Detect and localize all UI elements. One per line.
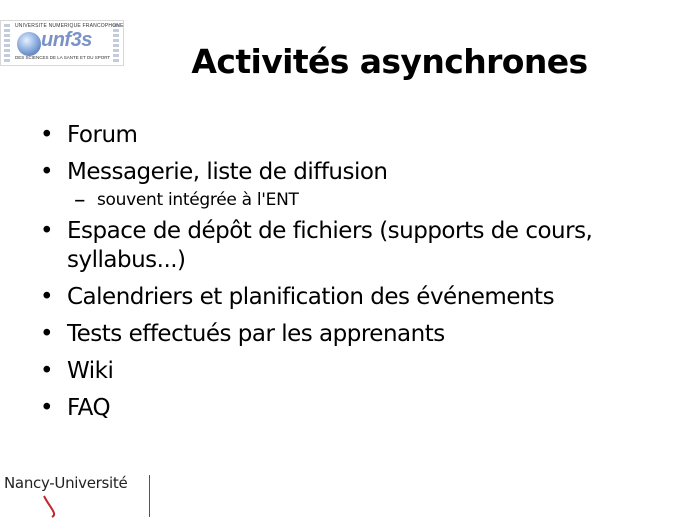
bullet-item [40,320,680,349]
nancy-universite-logo [4,472,154,517]
page-title: Activités asynchrones [191,42,588,81]
bullet-text: Forum [67,122,138,148]
logo-bottom-name: Nancy-Université [4,474,128,492]
logo-red-bar [149,475,150,517]
swoosh-icon [40,492,100,518]
bullet-marker: • [40,395,54,421]
bullet-list [40,121,680,431]
bullet-item [40,217,680,275]
bullet-text: FAQ [67,395,111,421]
bullet-marker: • [40,218,54,244]
sub-bullet-text: souvent intégrée à l'ENT [97,190,299,210]
sub-bullet-marker: – [74,187,86,213]
bullet-marker: • [40,159,54,185]
bullet-item [40,357,680,386]
bullet-marker: • [40,321,54,347]
bullet-marker: • [40,284,54,310]
bullet-text: Messagerie, liste de diffusion [67,159,388,185]
bullet-text: Espace de dépôt de fichiers (supports de cours, syllabus...) [67,218,593,273]
bullet-text: Tests effectués par les apprenants [67,321,445,347]
logo-top-line1: UNIVERSITE NUMERIQUE FRANCOPHONE [15,23,124,29]
logo-top-line2: DES SCIENCES DE LA SANTE ET DU SPORT [15,55,111,60]
logo-top-brand: unf3s [41,29,92,51]
bullet-item [40,158,680,187]
bullet-text: Wiki [67,358,114,384]
bullet-item [40,283,680,312]
sub-bullet-item [40,189,680,211]
bullet-marker: • [40,358,54,384]
bullet-text: Calendriers et planification des événements [67,284,555,310]
bullet-marker: • [40,122,54,148]
bullet-item [40,121,680,150]
bullet-item [40,394,680,423]
